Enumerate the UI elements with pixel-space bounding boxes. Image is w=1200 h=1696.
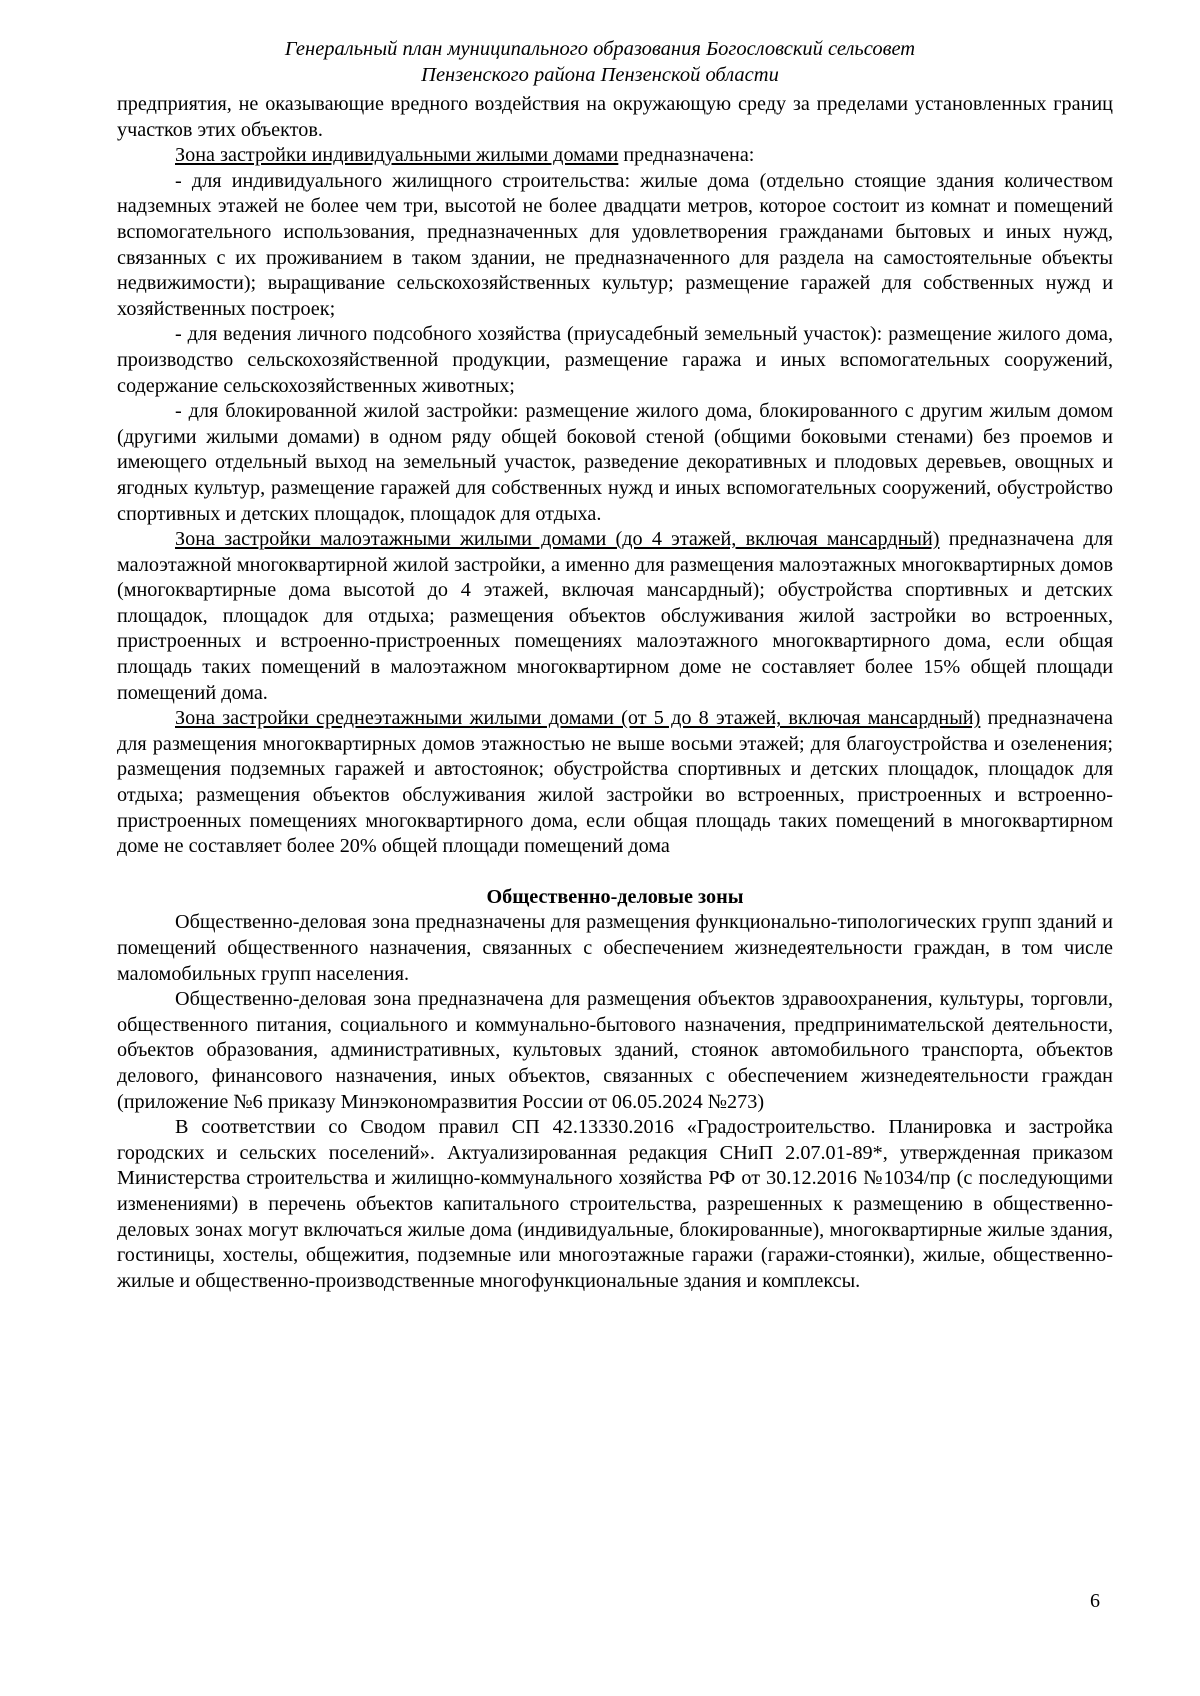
mid-rise-zone-text: предназначена для размещения многоквартирных домов этажностью не выше восьми этажей; для благоустройства и озеленения; размещения подземных гаражей и автостоянок; обустройства спортивных и детских площадок, площадок для отдыха; размещения объектов обслуживания жилой застройки во встроенных, пристроенных и встроенно-пристроенных помещениях многоквартирного дома, если общая площадь таких помещений в многоквартирном доме не составляет более 20% общей площади помещений дома [117,707,1114,858]
paragraph-low-rise-zone [117,527,1113,706]
section-title-public-business: Общественно-деловые зоны [486,885,744,908]
paragraph-mid-rise-zone [117,706,1113,860]
paragraph-continuation: предприятия, не оказывающие вредного воздействия на окружающую среду за пределами установленных границ участков этих объектов. [117,93,1113,141]
zone-intro-rest: предназначена: [618,144,755,167]
paragraph-public-business-objects: Общественно-деловая зона предназначена для размещения объектов здравоохранения, культуры, торговли, общественного питания, социального и коммунально-бытового назначения, предпринимательской деятельности, объектов образования, административных, культовых зданий, стоянок автомобильного транспорта, объектов делового, финансового назначения, иных объектов, связанных с обеспечением жизнедеятельности граждан (приложение №6 приказу Минэкономразвития России от 06.05.2024 №273) [117,988,1113,1113]
header-line-2: Пензенского района Пензенской области [421,64,779,86]
paragraph-individual-zone-intro [117,143,1113,169]
paragraph-individual-housing: - для индивидуального жилищного строительства: жилые дома (отдельно стоящие здания количеством надземных этажей не более чем три, высотой не более двадцати метров, которое состоит из комнат и помещений вспомогательного использования, предназначенных для удовлетворения гражданами бытовых и иных нужд, связанных с их проживанием в таком здании, не предназначенного для раздела на самостоятельные объекты недвижимости); выращивание сельскохозяйственных культур; размещение гаражей для собственных нужд и хозяйственных построек; [117,169,1113,320]
zone-title-individual: Зона застройки индивидуальными жилыми домами [175,144,619,167]
running-header [100,36,1100,88]
zone-title-mid-rise: Зона застройки среднеэтажными жилыми домами (от 5 до 8 этажей, включая мансардный) [175,707,981,730]
header-line-1: Генеральный план муниципального образования Богословский сельсовет [284,38,916,60]
body-text [117,92,1113,1294]
paragraph-public-business-purpose: Общественно-деловая зона предназначены для размещения функционально-типологических групп зданий и помещений общественного назначения, связанных с обеспечением жизнедеятельности граждан, в том числе маломобильных групп населения. [117,911,1113,985]
paragraph-blocked-housing: - для блокированной жилой застройки: размещение жилого дома, блокированного с другим жилым домом (другими жилыми домами) в одном ряду общей боковой стеной (общими боковыми стенами) без проемов и имеющего отдельный выход на земельный участок, разведение декоративных и плодовых деревьев, овощных и ягодных культур, размещение гаражей для собственных нужд и иных вспомогательных сооружений, обустройство спортивных и детских площадок, площадок для отдыха. [117,400,1113,525]
paragraph-building-code: В соответствии со Сводом правил СП 42.13330.2016 «Градостроительство. Планировка и застройка городских и сельских поселений». Актуализированная редакция СНиП 2.07.01-89*, утвержденная приказом Министерства строительства и жилищно-коммунального хозяйства РФ от 30.12.2016 №1034/пр (с последующими изменениями) в перечень объектов капитального строительства, разрешенных к размещению в общественно-деловых зонах могут включаться жилые дома (индивидуальные, блокированные), многоквартирные жилые здания, гостиницы, хостелы, общежития, подземные или многоэтажные гаражи (гаражи-стоянки), жилые, общественно-жилые и общественно-производственные многофункциональные здания и комплексы. [117,1116,1113,1292]
paragraph-private-farming: - для ведения личного подсобного хозяйства (приусадебный земельный участок): размещение жилого дома, производство сельскохозяйственной продукции, размещение гаража и иных вспомогательных сооружений, содержание сельскохозяйственных животных; [117,323,1113,397]
low-rise-zone-text: предназначена для малоэтажной многоквартирной жилой застройки, а именно для размещения малоэтажных многоквартирных домов (многоквартирные дома высотой до 4 этажей, включая мансардный); обустройства спортивных и детских площадок, площадок для отдыха; размещения объектов обслуживания жилой застройки во встроенных, пристроенных и встроенно-пристроенных помещениях малоэтажного многоквартирного дома, если общая площадь таких помещений в малоэтажном многоквартирном доме не составляет более 15% общей площади помещений дома. [117,528,1113,704]
page-number: 6 [1090,1590,1100,1612]
zone-title-low-rise: Зона застройки малоэтажными жилыми домами (до 4 этажей, включая мансардный) [175,528,940,551]
